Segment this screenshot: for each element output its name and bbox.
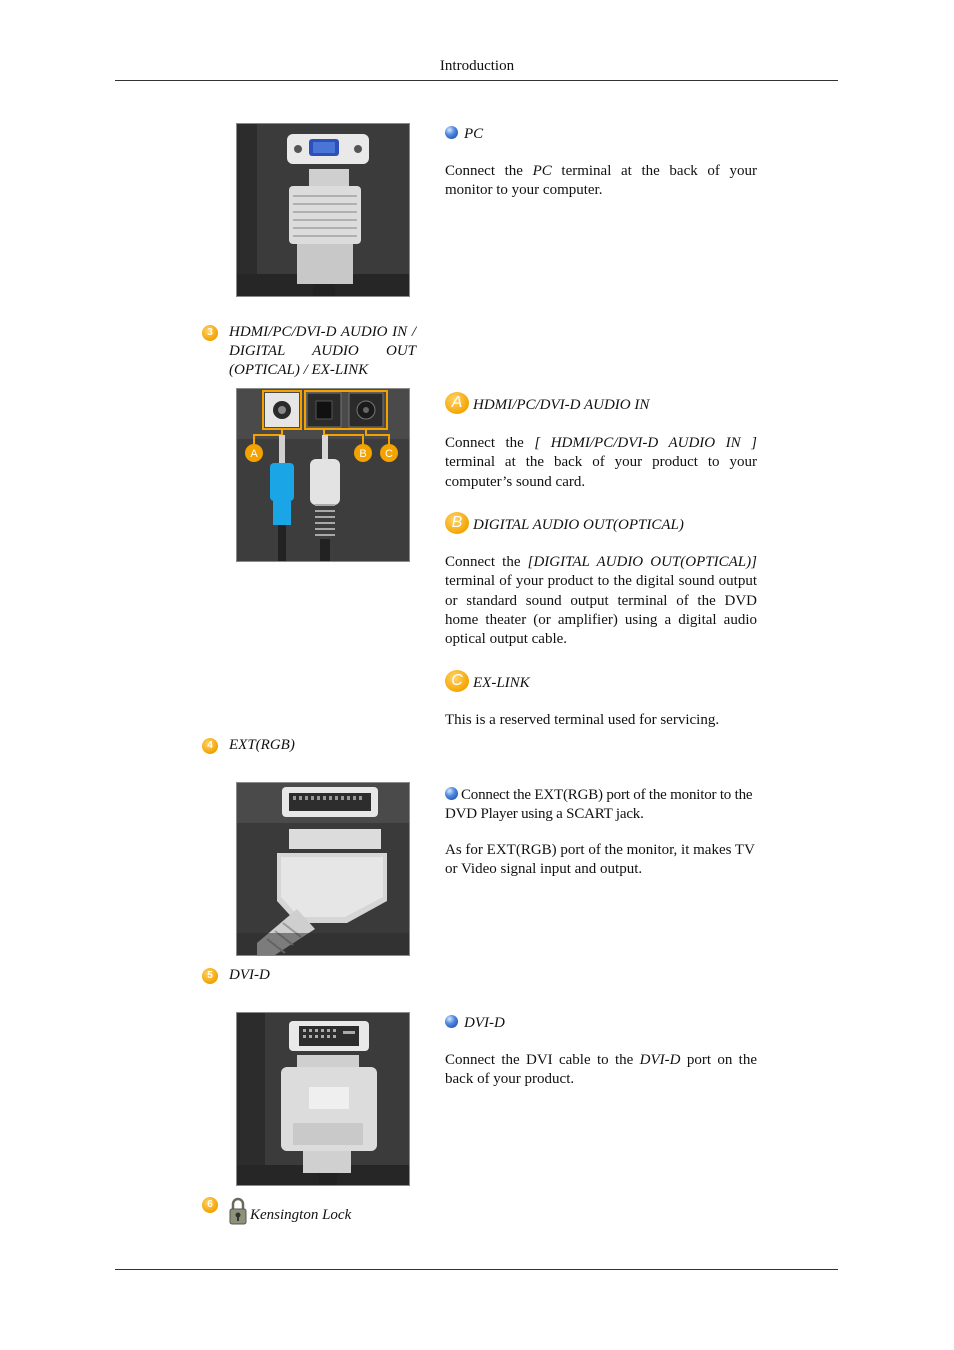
audio-in-heading: A HDMI/PC/DVI-D AUDIO IN — [445, 392, 649, 414]
dvi-d-heading: DVI-D — [445, 1015, 505, 1032]
number-5-icon: 5 — [202, 968, 218, 984]
ex-link-heading: C EX-LINK — [445, 670, 530, 692]
blue-sphere-icon — [445, 126, 458, 139]
photo-letter-a: A — [250, 448, 258, 460]
photo-letter-c: C — [385, 448, 393, 460]
ex-link-description: This is a reserved terminal used for servicing. — [445, 712, 720, 728]
item4-label: EXT(RGB) — [229, 737, 295, 753]
ext-rgb-description: Connect the EXT(RGB) port of the monitor to the DVD Player using a SCART jack. — [445, 787, 753, 823]
blue-sphere-icon — [445, 787, 458, 800]
ext-rgb-signal-description: As for EXT(RGB) port of the monitor, it makes TV or Video signal input and output. — [445, 842, 755, 878]
kensington-lock-icon — [229, 1197, 247, 1225]
blue-sphere-icon — [445, 1015, 458, 1028]
number-3-icon: 3 — [202, 325, 218, 341]
letter-c-icon: C — [445, 670, 469, 692]
dvi-port-photo — [236, 1012, 410, 1186]
pc-port-photo — [236, 123, 410, 297]
letter-b-icon: B — [445, 512, 469, 534]
number-6-icon: 6 — [202, 1197, 218, 1213]
item3-label: HDMI/PC/DVI-D AUDIO IN / DIGITAL AUDIO OUT (OPTICAL) / EX-LINK — [229, 324, 416, 378]
item6-label: Kensington Lock — [229, 1197, 351, 1225]
pc-description: Connect the PC terminal at the back of your monitor to your computer. — [445, 163, 757, 199]
optical-out-description: Connect the [DIGITAL AUDIO OUT(OPTICAL)] terminal of your product to the digital sound output or standard sound output terminal of the DVD home theater (or amplifier) using a digital audio optical output cable. — [445, 554, 757, 648]
pc-heading: PC — [445, 126, 483, 143]
photo-letter-b: B — [359, 448, 367, 460]
header-rule — [115, 80, 838, 81]
number-4-icon: 4 — [202, 738, 218, 754]
letter-a-icon: A — [445, 392, 469, 414]
audio-ports-photo — [236, 388, 410, 562]
item5-label: DVI-D — [229, 967, 270, 983]
audio-in-description: Connect the [ HDMI/PC/DVI-D AUDIO IN ] terminal at the back of your product to your computer’s sound card. — [445, 435, 757, 490]
scart-port-photo — [236, 782, 410, 956]
footer-rule — [115, 1269, 838, 1270]
page-header-title: Introduction — [439, 58, 515, 74]
optical-out-heading: B DIGITAL AUDIO OUT(OPTICAL) — [445, 512, 684, 534]
dvi-d-description: Connect the DVI cable to the DVI-D port on the back of your product. — [445, 1052, 757, 1088]
